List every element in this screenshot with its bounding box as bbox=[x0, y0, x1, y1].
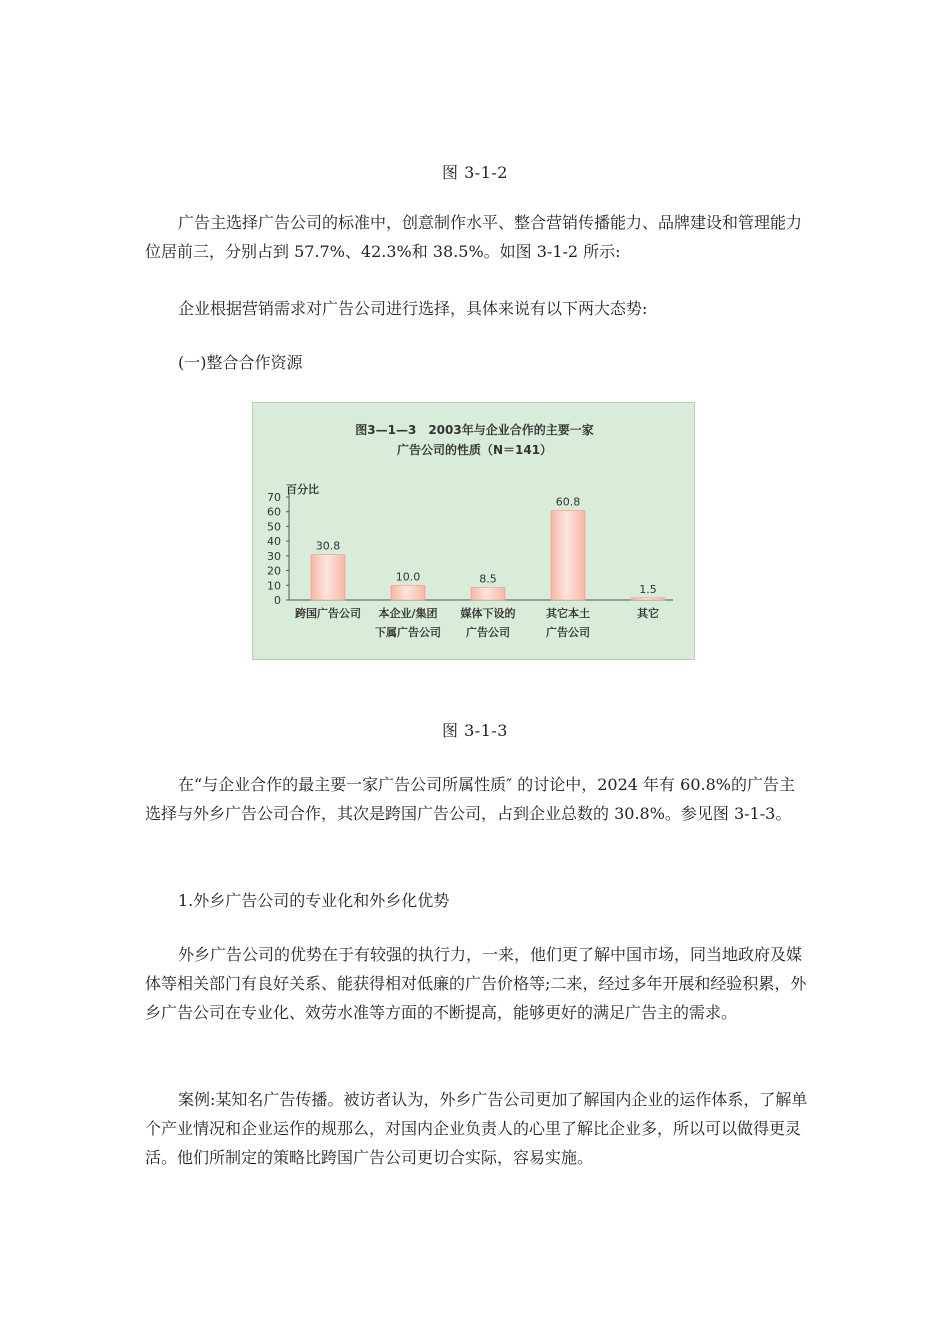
chart-bar bbox=[551, 511, 585, 600]
chart-y-axis-label: 百分比 bbox=[286, 483, 319, 496]
chart-title-line1: 图3—1—3 2003年与企业合作的主要一家 bbox=[355, 423, 594, 437]
chart-bar bbox=[391, 585, 425, 600]
chart-y-tick-label: 10 bbox=[267, 579, 281, 593]
chart-bar bbox=[471, 587, 505, 600]
chart-category-label: 其它 bbox=[637, 607, 659, 620]
chart-category-label: 其它本土 bbox=[546, 607, 590, 620]
chart-y-tick-label: 70 bbox=[267, 491, 281, 504]
chart-plot-area bbox=[253, 403, 696, 661]
paragraph-two-trends: 企业根据营销需求对广告公司进行选择，具体来说有以下两大态势: bbox=[178, 299, 648, 318]
chart-value-label: 8.5 bbox=[479, 572, 497, 586]
chart-y-tick-label: 40 bbox=[267, 535, 281, 549]
chart-y-tick-label: 50 bbox=[267, 520, 281, 534]
chart-value-label: 1.5 bbox=[639, 582, 657, 596]
paragraph-case-study: 案例:某知名广告传播。被访者认为，外乡广告公司更加了解国内企业的运作体系，了解单个产业情况和企业运作的规那么，对国内企业负责人的心里了解比企业多，所以可以做得更灵活。他们所制定的策略比跨国广告公司更切合实际，容易实施。 bbox=[145, 1090, 808, 1167]
chart-category-label: 广告公司 bbox=[466, 626, 510, 639]
chart-bar bbox=[311, 555, 345, 600]
chart-category-label: 本企业/集团 bbox=[378, 607, 438, 620]
chart-category-label: 广告公司 bbox=[546, 626, 590, 639]
paragraph-cooperation-discussion: 在“与企业合作的最主要一家广告公司所属性质″ 的讨论中，2024 年有 60.8%的广告主选择与外乡广告公司合作，其次是跨国广告公司，占到企业总数的 30.8%。参见图 3-1-3。 bbox=[145, 775, 795, 823]
figure-caption-3-1-3: 图 3-1-3 bbox=[442, 721, 508, 740]
section-heading-integrate-resources: (一)整合合作资源 bbox=[178, 353, 303, 372]
figure-caption-3-1-2: 图 3-1-2 bbox=[442, 163, 508, 182]
chart-y-tick-label: 60 bbox=[267, 505, 281, 519]
section-heading-local-advantage: 1.外乡广告公司的专业化和外乡化优势 bbox=[178, 891, 450, 910]
chart-bar bbox=[631, 598, 665, 600]
chart-y-tick-label: 20 bbox=[267, 564, 281, 578]
chart-category-label: 媒体下设的 bbox=[460, 607, 516, 620]
chart-value-label: 10.0 bbox=[395, 570, 421, 584]
chart-value-label: 60.8 bbox=[555, 495, 581, 509]
paragraph-selection-criteria: 广告主选择广告公司的标准中，创意制作水平、整合营销传播能力、品牌建设和管理能力位居前三，分别占到 57.7%、42.3%和 38.5%。如图 3-1-2 所示: bbox=[145, 213, 803, 261]
chart-category-label: 下属广告公司 bbox=[375, 626, 441, 639]
chart-category-label: 跨国广告公司 bbox=[295, 607, 361, 620]
chart-y-tick-label: 30 bbox=[267, 549, 281, 563]
paragraph-local-advantage: 外乡广告公司的优势在于有较强的执行力，一来，他们更了解中国市场，同当地政府及媒体等相关部门有良好关系、能获得相对低廉的广告价格等;二来，经过多年开展和经验积累，外乡广告公司在专业化、效劳水准等方面的不断提高，能够更好的满足广告主的需求。 bbox=[145, 945, 807, 1022]
chart-title-line2: 广告公司的性质（N＝141） bbox=[396, 443, 553, 457]
bar-chart-figure bbox=[252, 402, 695, 660]
chart-value-label: 30.8 bbox=[315, 539, 341, 553]
chart-y-tick-label: 0 bbox=[274, 594, 281, 607]
